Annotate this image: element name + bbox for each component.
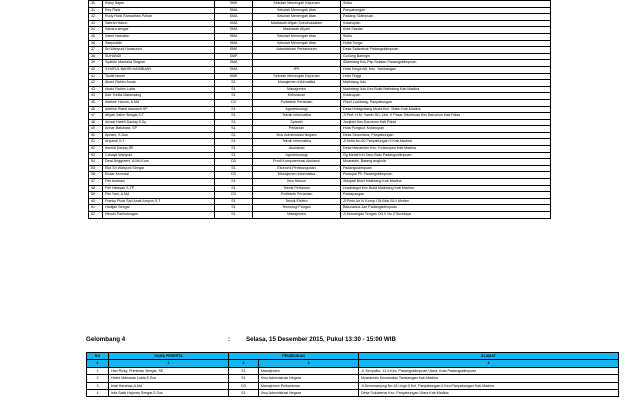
- table-cell: Malintang Julu: [341, 80, 551, 87]
- table-row: [89, 172, 551, 179]
- table-row: [89, 1, 551, 8]
- table-cell: Teknik Informatika: [253, 113, 341, 120]
- table-cell: Rey Rizki: [103, 7, 215, 14]
- table-cell: 32: [89, 14, 103, 21]
- table-cell: Apriani, S.Sos: [103, 132, 215, 139]
- table-cell: 46: [89, 106, 103, 113]
- table-cell: 37: [89, 47, 103, 54]
- table-cell: Saleh Nasution: [103, 33, 215, 40]
- table-cell: 39: [89, 60, 103, 67]
- header-name: NAMA PESERTA: [109, 353, 229, 360]
- table-cell: Desa Salambue Padangsidimpuan: [341, 47, 551, 54]
- table-cell: Ilmu Administrasi Negara: [259, 375, 359, 382]
- table-cell: Jl.Pintu Air IV Komp.I Dt Blok B14 Medan: [341, 198, 551, 205]
- table-cell: Sri Wahyuni Hutasuhut: [103, 47, 215, 54]
- table-cell: S1: [215, 132, 253, 139]
- table-cell: Syariah: [253, 119, 341, 126]
- table-cell: SMK: [215, 1, 253, 8]
- table-cell: S1: [229, 375, 259, 382]
- participant-roster-table: [88, 0, 551, 219]
- table-row: [89, 86, 551, 93]
- table-cell: Irda Sakti Hajoran Siregar,S.Sos: [109, 390, 229, 397]
- table-cell: Helmi Maisarah Lubis,S.Sos: [109, 375, 229, 382]
- table-row: [89, 212, 551, 219]
- table-row: [89, 179, 551, 186]
- table-cell: Ade Yunita Matondang: [103, 93, 215, 100]
- table-cell: Prodi Komputerisasi Akutansi: [253, 159, 341, 166]
- table-cell: Syahrin Maulana Siagian: [103, 60, 215, 67]
- table-row: [89, 119, 551, 126]
- table-cell: Agroteknologi: [253, 152, 341, 159]
- table-cell: 57: [89, 179, 103, 186]
- table-cell: Ariyandi,S.T: [103, 139, 215, 146]
- table-cell: S1: [215, 198, 253, 205]
- table-row: [89, 40, 551, 47]
- table-row: [89, 66, 551, 73]
- table-cell: Hendri Parlindungan: [103, 212, 215, 219]
- table-cell: Gg.Melati Kel.Tano Bato Padangsidimpuan: [341, 152, 551, 159]
- table-cell: Politeknik Pertanian: [253, 192, 341, 199]
- table-cell: S1: [215, 179, 253, 186]
- table-cell: SMA: [215, 20, 253, 27]
- subheader-cell: 3: [259, 360, 359, 367]
- table-cell: 2: [87, 375, 109, 382]
- table-cell: 51: [89, 139, 103, 146]
- table-cell: 54: [89, 159, 103, 166]
- table-row: [89, 53, 551, 60]
- table-cell: Sekolah Menengah Kejuruan: [253, 73, 341, 80]
- table-cell: Abdul Rahim Lubis: [103, 86, 215, 93]
- table-cell: Pastapangan: [341, 192, 551, 199]
- table-row: [89, 93, 551, 100]
- table-cell: S1: [215, 205, 253, 212]
- table-cell: 35: [89, 33, 103, 40]
- table-row: [89, 198, 551, 205]
- table-cell: Administrasi Perkantoran: [253, 47, 341, 54]
- table-cell: Akuntansi: [253, 146, 341, 153]
- table-cell: S1: [215, 146, 253, 153]
- table-cell: 56: [89, 172, 103, 179]
- table-cell: S1: [229, 367, 259, 374]
- table-cell: D3: [215, 159, 253, 166]
- subheader-cell: 2: [109, 360, 229, 367]
- table-cell: Cahaya Wahyuni: [103, 152, 215, 159]
- table-cell: S1: [215, 80, 253, 87]
- table-cell: 3: [87, 382, 109, 389]
- table-cell: Taufik Ismail: [103, 73, 215, 80]
- table-cell: Madrasah Aliyah Sububussalam: [253, 20, 341, 27]
- table-cell: Ilmu Administrasi Negara: [259, 390, 359, 397]
- table-cell: Teknik Informatika: [253, 139, 341, 146]
- table-cell: Huta Tinggi: [341, 73, 551, 80]
- table-cell: Adeline Harum, A.Md: [103, 99, 215, 106]
- table-cell: S1: [215, 152, 253, 159]
- table-cell: 43: [89, 86, 103, 93]
- table-cell: Jl.Prof. H.M. Yamin SH, Link. II Pasar Siborhuan Kec.Barumun Kab.Palas: [341, 113, 551, 120]
- table-cell: Anhar Batubara, SP: [103, 126, 215, 133]
- table-row: [87, 375, 619, 382]
- table-cell: SMA: [215, 66, 253, 73]
- table-cell: 41: [89, 73, 103, 80]
- table-cell: Fitri Andriani: [103, 179, 215, 186]
- table-cell: Kotanopan: [341, 93, 551, 100]
- table-cell: 62: [89, 212, 103, 219]
- table-row: [89, 47, 551, 54]
- table-cell: D3: [215, 172, 253, 179]
- table-cell: Jl.Sersangan Tengah OG.II No.3 Sumdaya: [341, 212, 551, 219]
- table-cell: Sidojadi Bukit Malintang Kab.Madina: [341, 179, 551, 186]
- table-row: [89, 139, 551, 146]
- table-header-row: [87, 353, 619, 360]
- table-cell: Huta Tonga AB, Kec. Tambangan: [341, 66, 551, 73]
- table-cell: Ilmu Hukum: [253, 179, 341, 186]
- table-cell: Manajemen: [253, 86, 341, 93]
- table-cell: SMA: [215, 33, 253, 40]
- table-cell: Afiyan Salim Siregar,S.T: [103, 113, 215, 120]
- table-row: [89, 106, 551, 113]
- table-cell: Hari Rizky, Primintas Siregar, SE: [109, 367, 229, 374]
- table-cell: Adeline Rianti Asmasih SP: [103, 106, 215, 113]
- table-row: [89, 146, 551, 153]
- table-cell: S1: [215, 119, 253, 126]
- table-cell: Asmidi Daulay,SE: [103, 146, 215, 153]
- table-cell: Desa Manambin Kec. Kotanopan Kab.Madina: [341, 146, 551, 153]
- table-cell: Manajemen Informatika: [253, 172, 341, 179]
- table-cell: Rizky Najari: [103, 1, 215, 8]
- table-cell: Sekolah Menengah Atas: [253, 40, 341, 47]
- table-row: [89, 27, 551, 34]
- table-cell: SMA: [215, 14, 253, 21]
- table-cell: 61: [89, 205, 103, 212]
- table-cell: SMK: [215, 47, 253, 54]
- table-cell: S1: [229, 390, 259, 397]
- table-cell: SMA: [215, 27, 253, 34]
- table-cell: Sekolah Menengah Atas: [253, 33, 341, 40]
- table-cell: Panyabungan: [341, 7, 551, 14]
- table-cell: Kotanopan: [341, 20, 551, 27]
- table-cell: Jl. KenyaNo. 13 d Kec. Padangsidimpuan Utara, Kota Padangsidimpuan: [359, 367, 619, 374]
- roster-body: [89, 1, 551, 219]
- table-cell: 4: [87, 390, 109, 397]
- table-cell: SUHANDI: [103, 53, 215, 60]
- table-cell: Desa Sukasenai Kec. Panyabungan Utara Kab.Madina: [359, 390, 619, 397]
- table-cell: D3: [215, 192, 253, 199]
- table-cell: Pidoli Lombang, Panyabungan: [341, 99, 551, 106]
- table-cell: Padangsidimpuan: [341, 165, 551, 172]
- table-cell: 33: [89, 20, 103, 27]
- table-cell: Muaratais, Batang angkola: [341, 159, 551, 166]
- table-cell: Madrasah Aliyah: [253, 27, 341, 34]
- table-cell: 55: [89, 165, 103, 172]
- table-cell: Malintang Julu Kec.Bukit Malintang Kab.Madina: [341, 86, 551, 93]
- table-row: [89, 205, 551, 212]
- table-subheader-row: [87, 360, 619, 367]
- table-cell: SYAIFUL BAHRI HASIBUAN: [103, 66, 215, 73]
- table-cell: Sisbu: [341, 1, 551, 8]
- table-cell: Jl.Setia No.60 Panyabungan II Kab.Madina: [341, 139, 551, 146]
- table-cell: 38: [89, 53, 103, 60]
- table-cell: Sekolah Menengah Atas: [253, 14, 341, 21]
- table-row: [89, 33, 551, 40]
- table-row: [89, 192, 551, 199]
- schedule-date: Selasa, 15 Desember 2015, Pukul 13:30 - 15:00 WIB: [246, 336, 396, 343]
- table-cell: S1: [215, 93, 253, 100]
- table-cell: Hadijah Siregar: [103, 205, 215, 212]
- table-cell: 30: [89, 1, 103, 8]
- table-cell: SMA: [215, 60, 253, 67]
- table-cell: 45: [89, 99, 103, 106]
- subheader-cell: 1: [87, 360, 109, 367]
- subheader-cell: 4: [359, 360, 619, 367]
- table-row: [89, 126, 551, 133]
- table-cell: 1: [87, 367, 109, 374]
- table-cell: SMA: [215, 40, 253, 47]
- table-row: [89, 73, 551, 80]
- table-cell: Endar Kenedai: [103, 172, 215, 179]
- table-cell: Sekolah Menengah Kejuruan: [253, 1, 341, 8]
- table-row: [87, 382, 619, 389]
- table-cell: S1: [215, 113, 253, 120]
- table-cell: S1: [215, 212, 253, 219]
- table-cell: Manajemen: [253, 212, 341, 219]
- table-cell: Eka Sri Wahyuni Siregar: [103, 165, 215, 172]
- table-row: [89, 20, 551, 27]
- table-cell: SMK: [215, 73, 253, 80]
- table-cell: 42: [89, 80, 103, 87]
- table-cell: Batunadua Jae Padangsidimpuan: [341, 205, 551, 212]
- table-cell: Huta Pungkut, Kotanopan: [341, 126, 551, 133]
- table-cell: Sekolah Menengah Atas: [253, 7, 341, 14]
- table-cell: Politeknik Pertanian: [253, 99, 341, 106]
- table-cell: SMA: [215, 7, 253, 14]
- table-cell: [253, 60, 341, 67]
- table-cell: Dewi Anggraeni, A.Md.Kom: [103, 159, 215, 166]
- table-cell: Agroteknologi: [253, 106, 341, 113]
- table-cell: 58: [89, 185, 103, 192]
- table-cell: D3: [215, 99, 253, 106]
- table-cell: 40: [89, 66, 103, 73]
- table-cell: S1: [215, 126, 253, 133]
- table-row: [89, 80, 551, 87]
- table-cell: 34: [89, 27, 103, 34]
- table-cell: Rudy Rizki Ramadhan Pohan: [103, 14, 215, 21]
- subheader-cell: 3: [229, 360, 259, 367]
- table-row: [87, 367, 619, 374]
- table-cell: IPS: [253, 66, 341, 73]
- table-row: [89, 165, 551, 172]
- table-row: [89, 152, 551, 159]
- table-cell: Fitri Hidayah,S.TP: [103, 185, 215, 192]
- table-cell: Kota Siantar: [341, 27, 551, 34]
- header-no: NO: [87, 353, 109, 360]
- table-cell: Jl.Semenanjung No.18 Lingk.II Kel. Panyabungan II Kec.Panyabungan Kab.Madina: [359, 382, 619, 389]
- table-row: [89, 113, 551, 120]
- table-row: [89, 60, 551, 67]
- table-cell: Pertanian: [253, 126, 341, 133]
- table-cell: 44: [89, 93, 103, 100]
- wave4-body: [87, 367, 619, 397]
- table-cell: Manajemen: [259, 367, 359, 374]
- table-cell: Gunung Baringin: [341, 53, 551, 60]
- table-cell: Hutabargot Kec.Bukit Malintang Kab.Madina: [341, 185, 551, 192]
- table-row: [89, 14, 551, 21]
- table-cell: Sisbu: [341, 33, 551, 40]
- table-cell: Padang Sidimpuan: [341, 14, 551, 21]
- table-cell: 49: [89, 126, 103, 133]
- table-cell: 60: [89, 198, 103, 205]
- table-cell: Kehutanan: [253, 93, 341, 100]
- table-row: [89, 7, 551, 14]
- table-cell: S1: [215, 185, 253, 192]
- table-cell: S1: [215, 86, 253, 93]
- wave-label: Gelombang 4: [86, 336, 126, 343]
- table-row: [89, 159, 551, 166]
- table-row: [89, 185, 551, 192]
- table-cell: 48: [89, 119, 103, 126]
- table-cell: Janjilobi Kec.Barumun Kab.Palas: [341, 119, 551, 126]
- table-cell: Desa Hutagodang Muda Kec. Siabu Kab.Madina: [341, 106, 551, 113]
- table-cell: 36: [89, 40, 103, 47]
- wave4-participant-table: [86, 352, 619, 397]
- table-cell: Ilmu Administrasi Negara: [253, 132, 341, 139]
- table-cell: 52: [89, 146, 103, 153]
- header-education: PENDIDIKAN: [229, 353, 359, 360]
- table-cell: Manajemen Pelkantoran: [259, 382, 359, 389]
- table-cell: Teknologi Pangan: [253, 205, 341, 212]
- table-cell: 47: [89, 113, 103, 120]
- table-cell: Desa Simombos, Panyabungan: [341, 132, 551, 139]
- table-cell: 50: [89, 132, 103, 139]
- table-cell: Psidopal PK Padangsidimpuan: [341, 172, 551, 179]
- table-cell: Sahara siregar: [103, 27, 215, 34]
- table-cell: S1: [215, 106, 253, 113]
- table-cell: Muaramais Kecamatan Tambangan Kab.Madina: [359, 375, 619, 382]
- schedule-colon: :: [228, 336, 231, 343]
- table-cell: Manajemen Informatika: [253, 80, 341, 87]
- table-cell: [253, 53, 341, 60]
- table-cell: Hutta Tonga: [341, 40, 551, 47]
- table-row: [89, 99, 551, 106]
- table-cell: Ekonomi Pembangunan: [253, 165, 341, 172]
- table-cell: 31: [89, 7, 103, 14]
- table-cell: Fitri Yani, A.Md: [103, 192, 215, 199]
- table-cell: Teknik Elektro: [253, 198, 341, 205]
- table-cell: Sitamiang Kec.Psp.Selatan Padangsidimpuan: [341, 60, 551, 67]
- table-cell: Imal Harahap,A.Md: [109, 382, 229, 389]
- table-cell: Franky Pizar Sari Anak Ampun,S.T: [103, 198, 215, 205]
- table-cell: Saepuddin: [103, 40, 215, 47]
- table-cell: Teknik Pertanian: [253, 185, 341, 192]
- table-cell: D3: [229, 382, 259, 389]
- table-row: [87, 390, 619, 397]
- table-cell: S1: [215, 165, 253, 172]
- header-address: ALAMAT: [359, 353, 619, 360]
- table-cell: 53: [89, 152, 103, 159]
- table-cell: Abdul Rahim Arnas: [103, 80, 215, 87]
- table-cell: S1: [215, 139, 253, 146]
- table-cell: Sabran Harun: [103, 20, 215, 27]
- table-cell: SMP: [215, 53, 253, 60]
- table-cell: Amsal Harefi Daulay,S.Sy: [103, 119, 215, 126]
- table-cell: 59: [89, 192, 103, 199]
- table-row: [89, 132, 551, 139]
